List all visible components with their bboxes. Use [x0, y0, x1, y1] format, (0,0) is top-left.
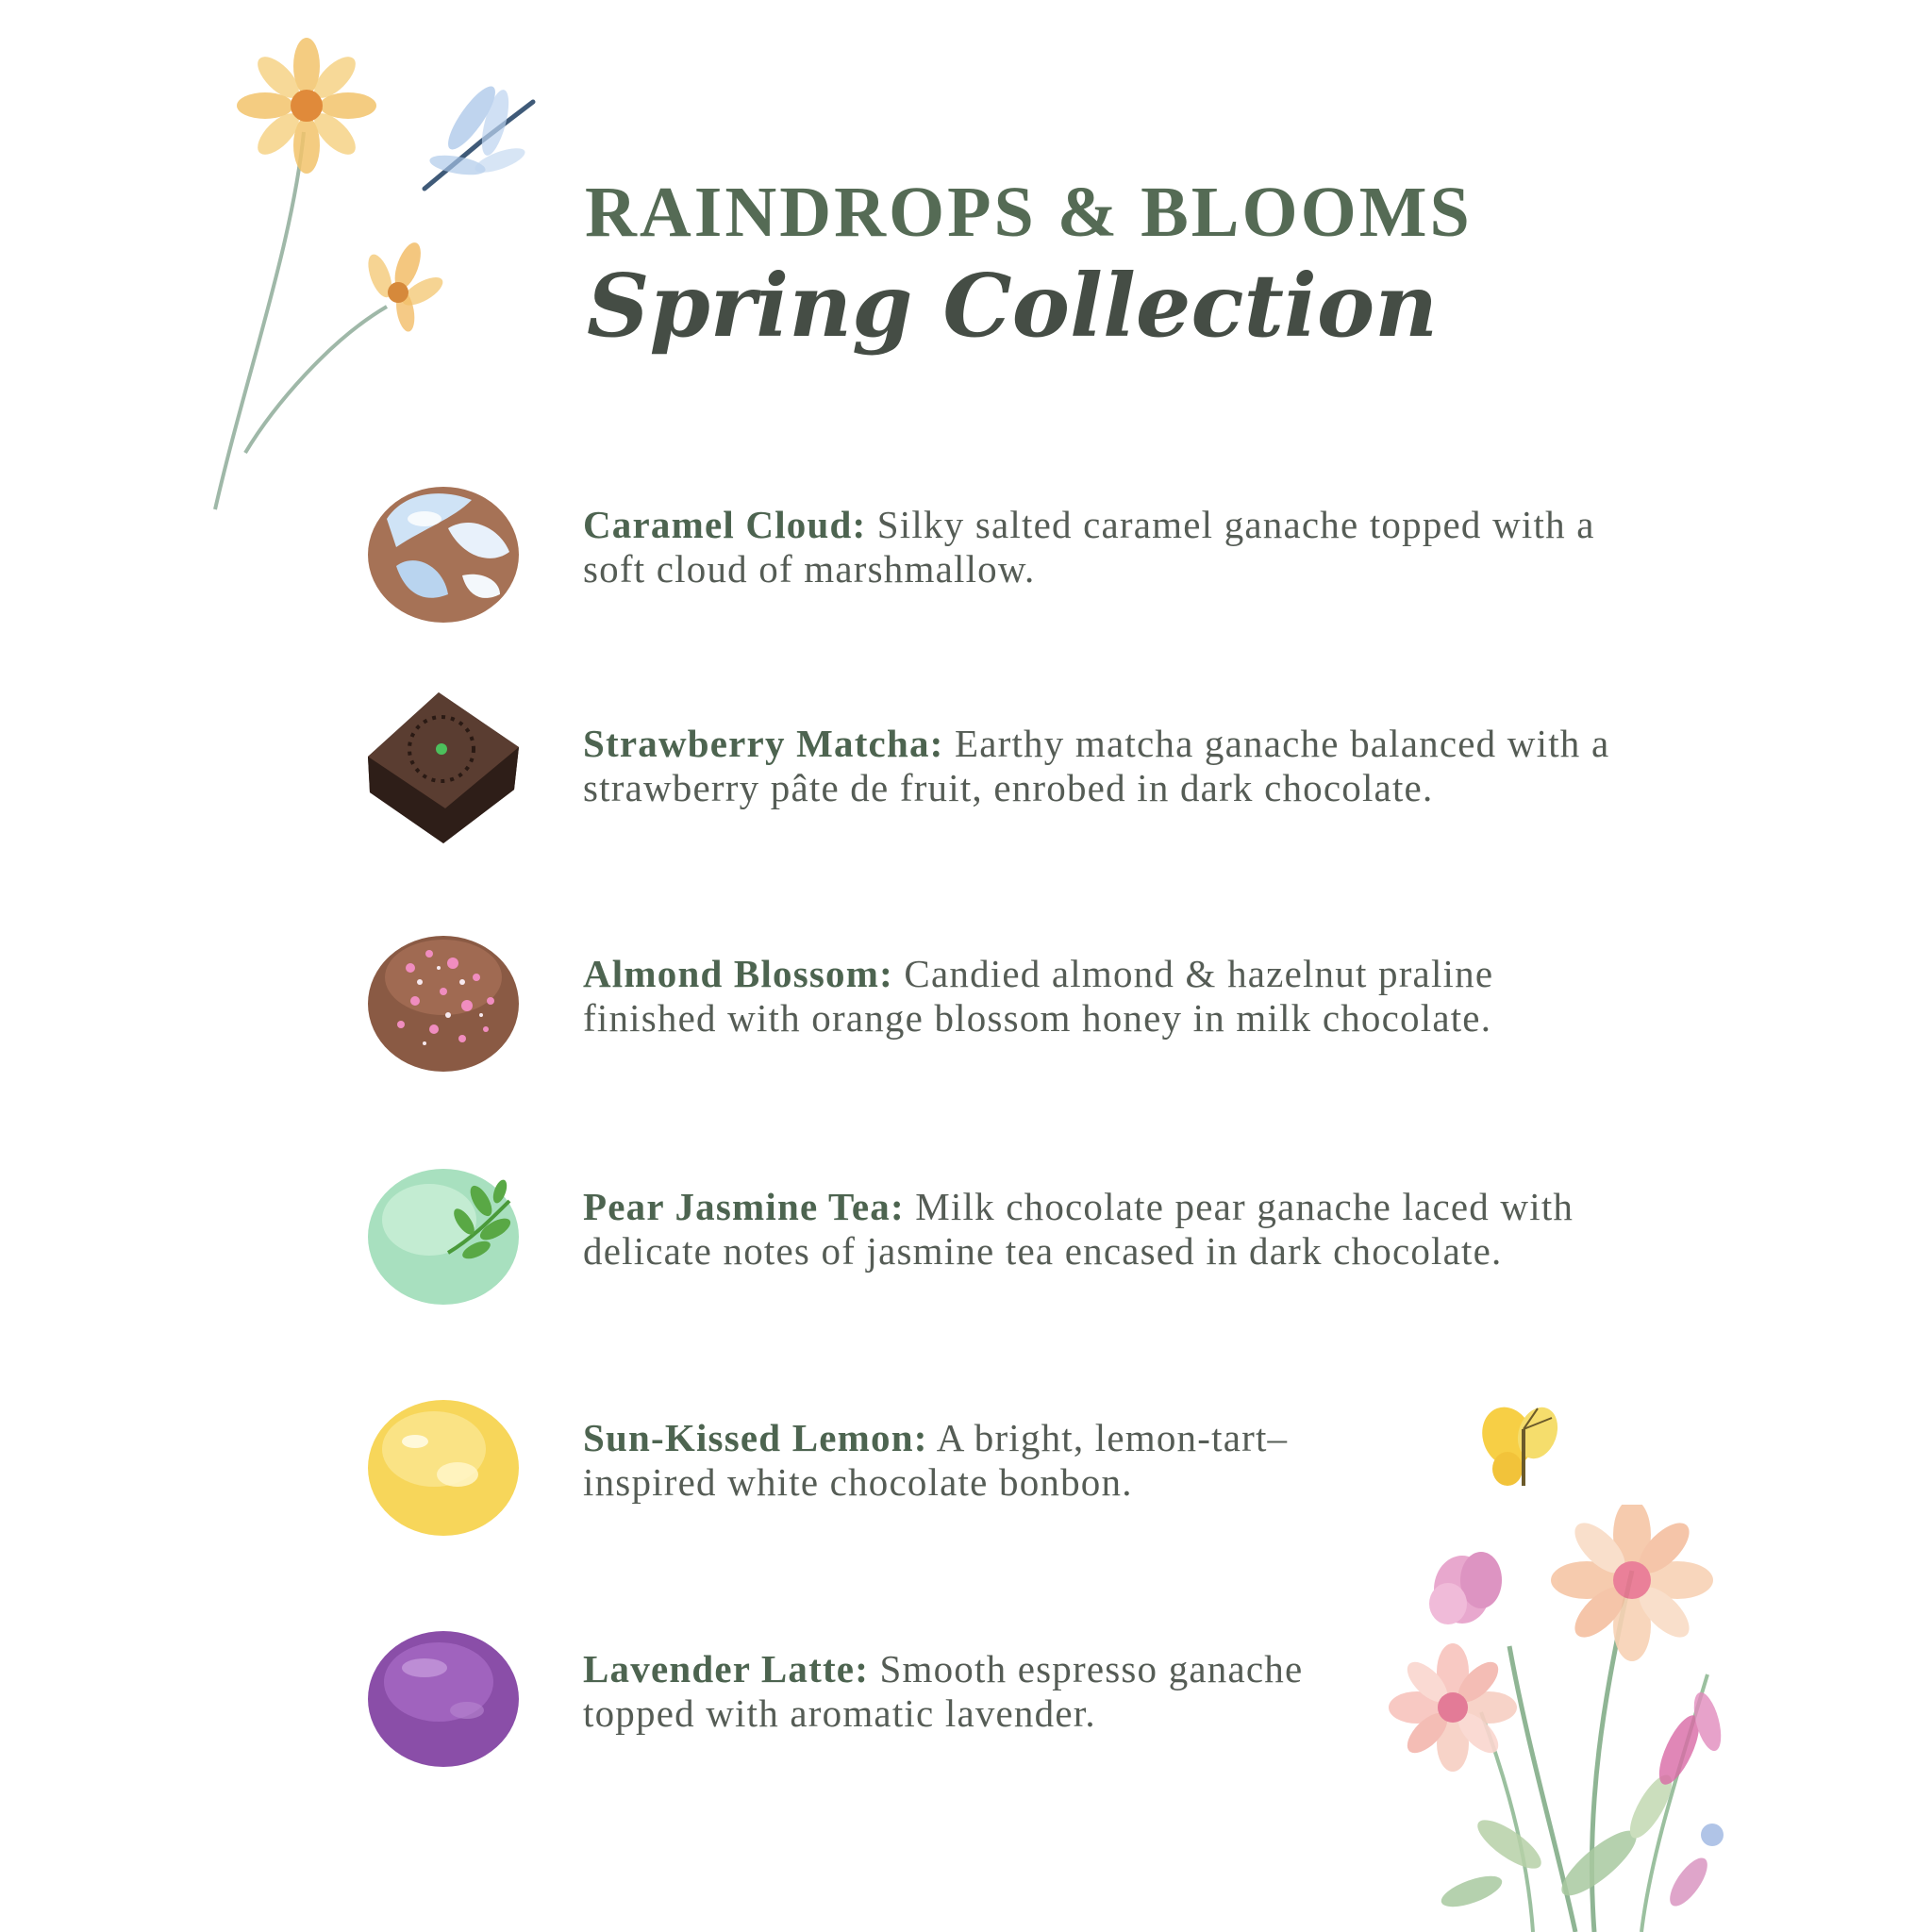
item-description — [583, 722, 1630, 810]
item-text: Silky salted caramel ganache topped with a soft cloud of marshmallow. — [583, 503, 1595, 591]
item-name: Lavender Latte: — [583, 1647, 870, 1690]
list-item-almond-blossom — [358, 911, 1660, 1081]
item-description — [583, 1185, 1630, 1274]
item-name: Caramel Cloud: — [583, 503, 867, 546]
strawberry-matcha-bonbon-image — [358, 681, 528, 851]
sun-kissed-lemon-bonbon-image — [358, 1375, 528, 1545]
almond-blossom-bonbon-image — [358, 911, 528, 1081]
dragonfly-icon — [406, 85, 547, 208]
page-subtitle: Spring Collection — [587, 255, 1439, 357]
item-text: Milk chocolate pear ganache laced with delicate notes of jasmine tea encased in dark chocolate. — [583, 1185, 1574, 1273]
item-text: A bright, lemon-tart–inspired white chocolate bonbon. — [583, 1416, 1289, 1504]
list-item-pear-jasmine-tea — [358, 1144, 1660, 1314]
lavender-latte-bonbon-image — [358, 1607, 528, 1776]
item-name: Strawberry Matcha: — [583, 722, 944, 765]
page-title: RAINDROPS & BLOOMS — [585, 173, 1473, 252]
item-description — [583, 1647, 1338, 1736]
item-description — [583, 1416, 1338, 1505]
list-item-strawberry-matcha — [358, 681, 1660, 851]
item-name: Almond Blossom: — [583, 952, 893, 995]
item-name: Pear Jasmine Tea: — [583, 1185, 905, 1228]
item-name: Sun-Kissed Lemon: — [583, 1416, 928, 1459]
pear-jasmine-tea-bonbon-image — [358, 1144, 528, 1314]
item-text: Earthy matcha ganache balanced with a strawberry pâte de fruit, enrobed in dark chocolate. — [583, 722, 1610, 809]
item-description — [583, 952, 1630, 1041]
butterfly-icon — [1472, 1401, 1575, 1495]
caramel-cloud-bonbon-image — [358, 462, 528, 632]
wildflowers-illustration — [1368, 1505, 1726, 1932]
item-description — [583, 503, 1630, 591]
list-item-caramel-cloud — [358, 462, 1660, 632]
item-text: Smooth espresso ganache topped with aromatic lavender. — [583, 1647, 1304, 1735]
item-text: Candied almond & hazelnut praline finished with orange blossom honey in milk chocolate. — [583, 952, 1494, 1040]
